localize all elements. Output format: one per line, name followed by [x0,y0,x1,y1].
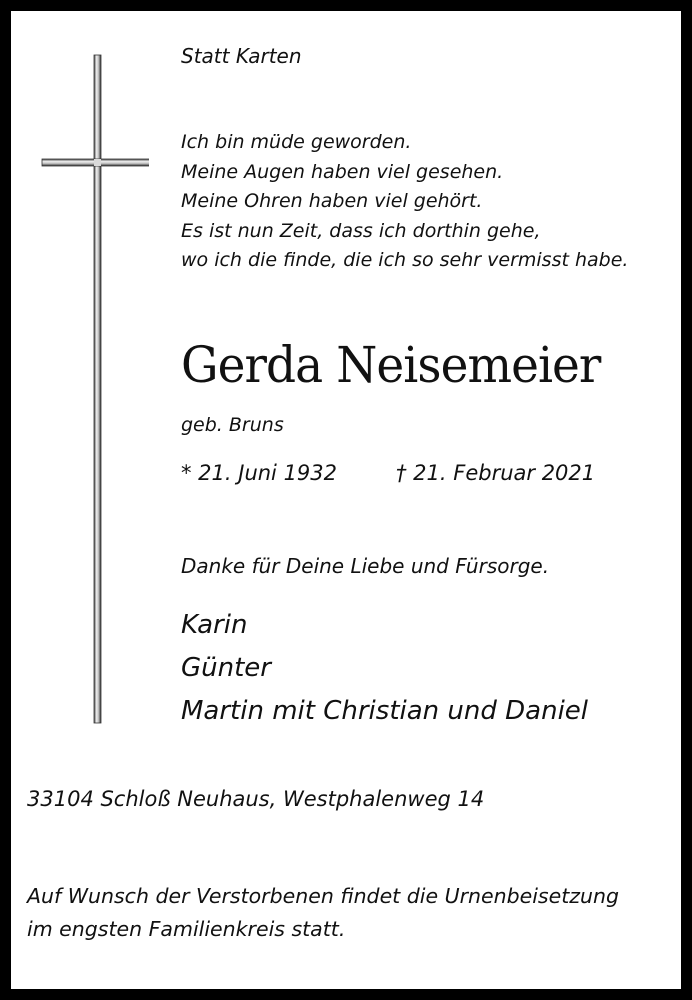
maiden-name: geb. Bruns [181,414,284,436]
survivor-name: Martin mit Christian und Daniel [181,696,589,726]
address-text: 33104 Schloß Neuhaus, Westphalenweg 14 [27,787,485,811]
burial-note [27,880,619,946]
death-date: † 21. Februar 2021 [396,461,596,485]
note-line: im engsten Familienkreis statt. [27,917,346,941]
survivor-name: Günter [181,653,271,683]
note-line: Auf Wunsch der Verstorbenen findet die Urnenbeisetzung [27,884,620,908]
poem-line: Es ist nun Zeit, dass ich dorthin gehe, [181,219,541,242]
poem-line: wo ich die finde, die ich so sehr vermisst habe. [181,249,629,271]
thanks-text: Danke für Deine Liebe und Fürsorge. [181,554,550,578]
cross-icon [29,53,149,725]
deceased-name: Gerda Neisemeier [181,336,601,394]
survivor-name: Karin [181,610,248,640]
poem-line: Ich bin müde geworden. [181,131,412,153]
poem-line: Meine Ohren haben viel gehört. [181,190,483,212]
birth-date: * 21. Juni 1932 [181,461,338,485]
poem-line: Meine Augen haben viel gesehen. [181,160,504,183]
survivors-list [181,604,588,733]
statt-karten-text: Statt Karten [181,44,302,68]
poem [181,128,628,276]
